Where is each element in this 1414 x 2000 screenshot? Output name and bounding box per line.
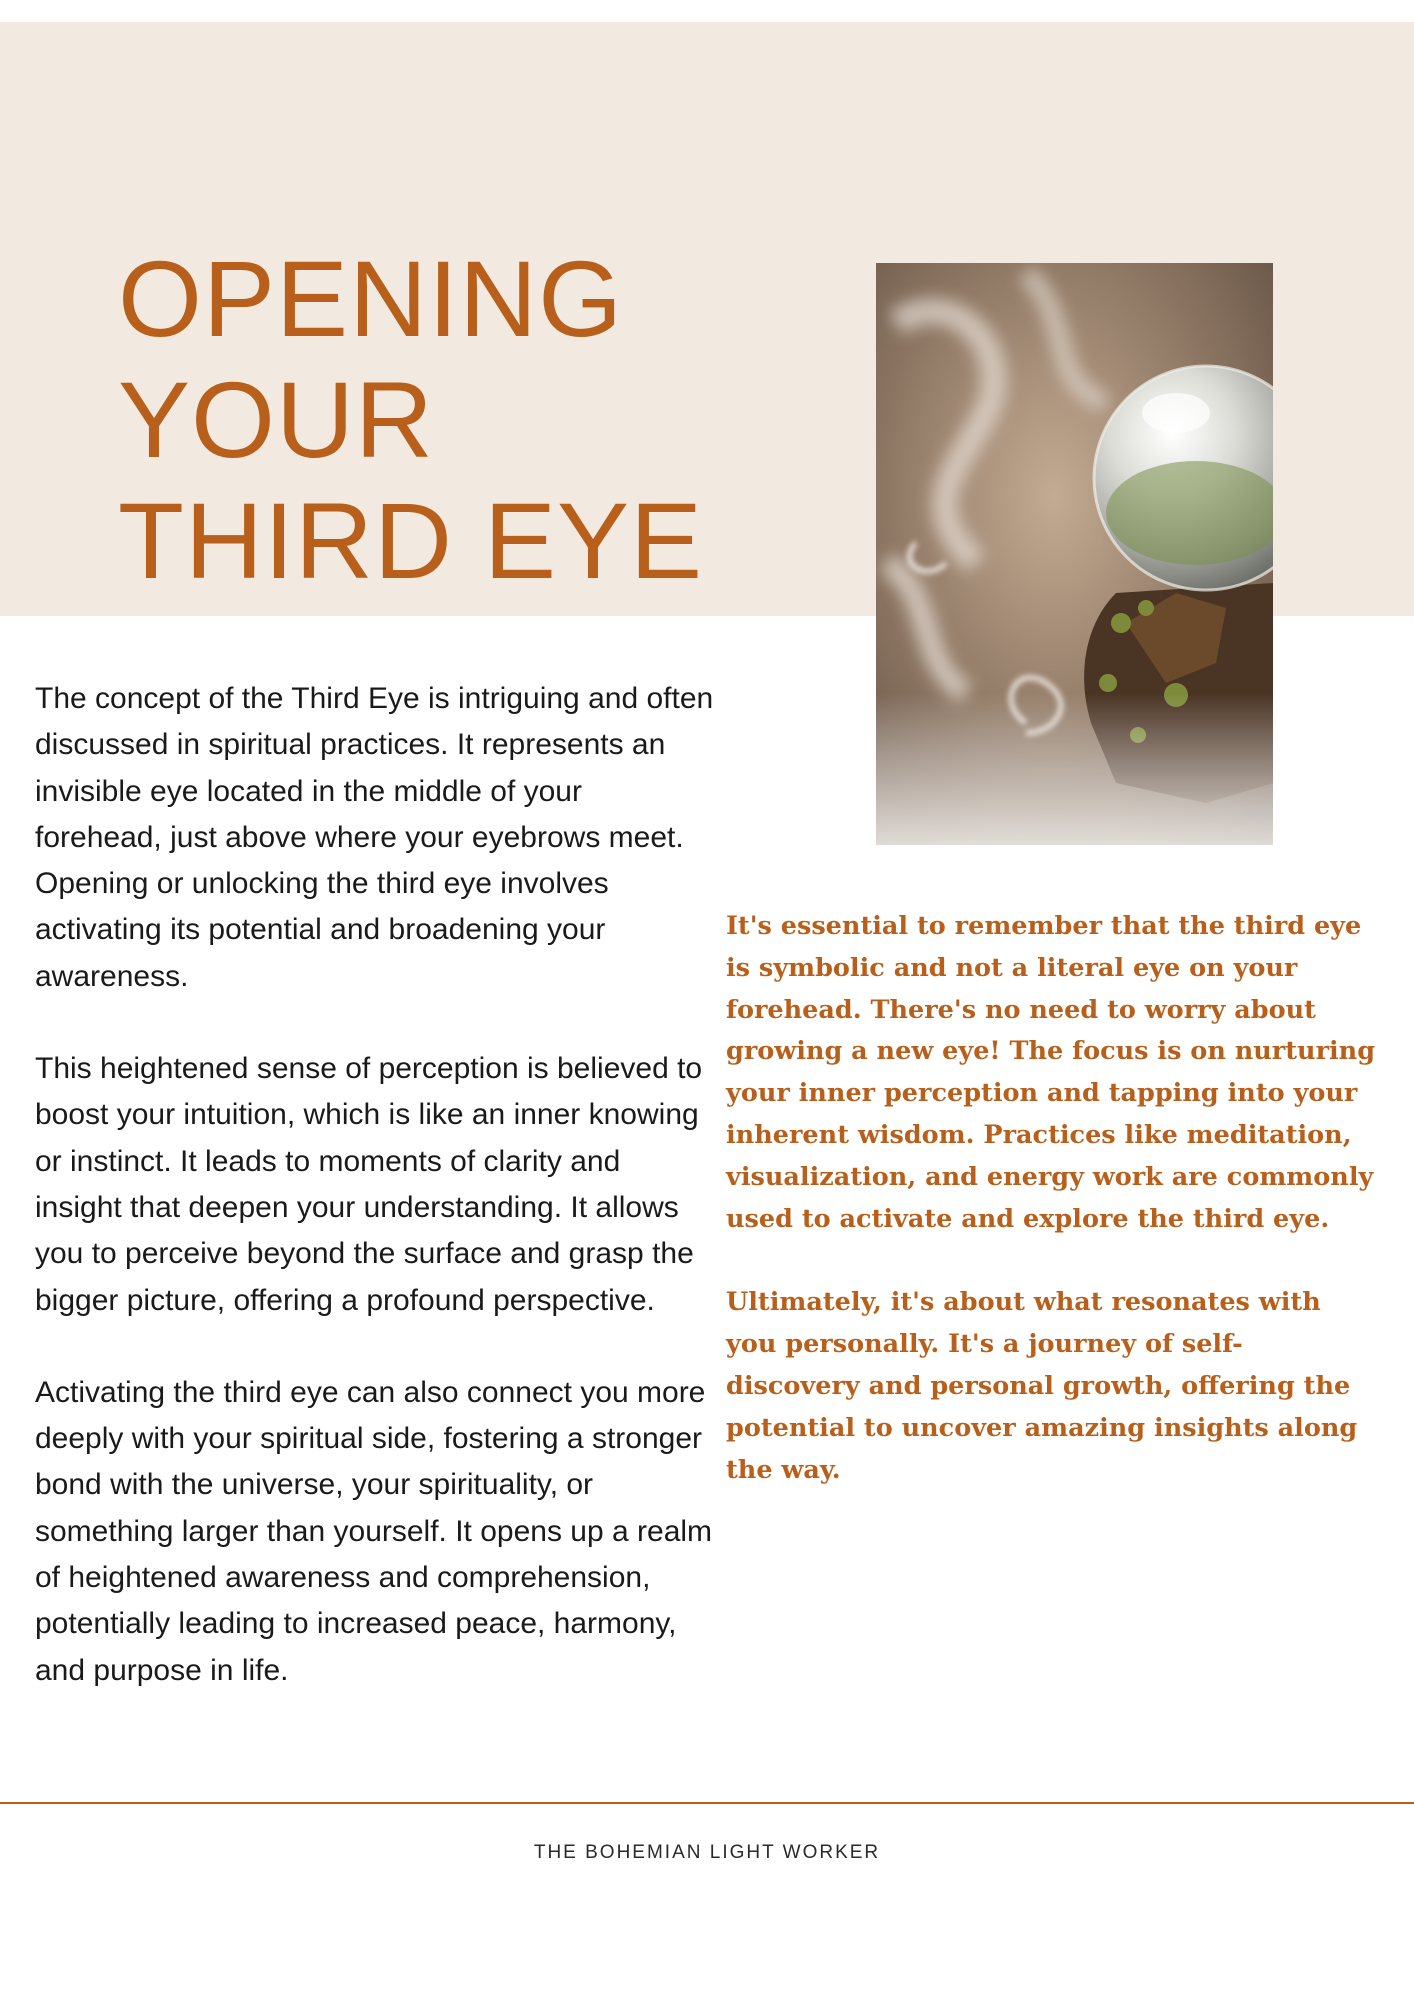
title-line-3: THIRD EYE: [118, 480, 704, 601]
title-line-1: OPENING: [118, 238, 624, 359]
left-paragraph-3: Activating the third eye can also connect you more deeply with your spiritual side, fostering a stronger bond with the universe, your spirituality, or something larger than yourself. It opens up a realm of heightened awareness and comprehension, potentially leading to increased peace, harmony, and purpose in life.: [35, 1375, 713, 1687]
crystal-ball-photo: [876, 263, 1273, 845]
right-column: [726, 906, 1376, 1491]
left-paragraph-2: This heightened sense of perception is believed to boost your intuition, which is like an inner knowing or instinct. It leads to moments of clarity and insight that deepen your understanding. It allows you to perceive beyond the surface and grasp the bigger picture, offering a profound perspective.: [35, 1052, 703, 1317]
right-paragraph-1: It's essential to remember that the third eye is symbolic and not a literal eye on your forehead. There's no need to worry about growing a new eye! The focus is on nurturing your inner perception and tapping into your inherent wisdom. Practices like meditation, visualization, and energy work are commonly used to activate and explore the third eye.: [726, 911, 1376, 1234]
footer-brand: THE BOHEMIAN LIGHT WORKER: [533, 1842, 881, 1863]
page-title: [118, 238, 703, 601]
crystal-ball-illustration: [876, 263, 1273, 845]
right-paragraph-2: Ultimately, it's about what resonates with you personally. It's a journey of self-discovery and personal growth, offering the potential to uncover amazing insights along the way.: [726, 1287, 1358, 1485]
title-line-2: YOUR: [118, 359, 435, 480]
footer-divider: [0, 1802, 1414, 1804]
left-paragraph-1: The concept of the Third Eye is intriguing and often discussed in spiritual practices. It represents an invisible eye located in the middle of your forehead, just above where your eyebrows meet. Opening or unlocking the third eye involves activating its potential and broadening your awareness.: [35, 682, 714, 993]
left-column: [35, 676, 715, 1694]
